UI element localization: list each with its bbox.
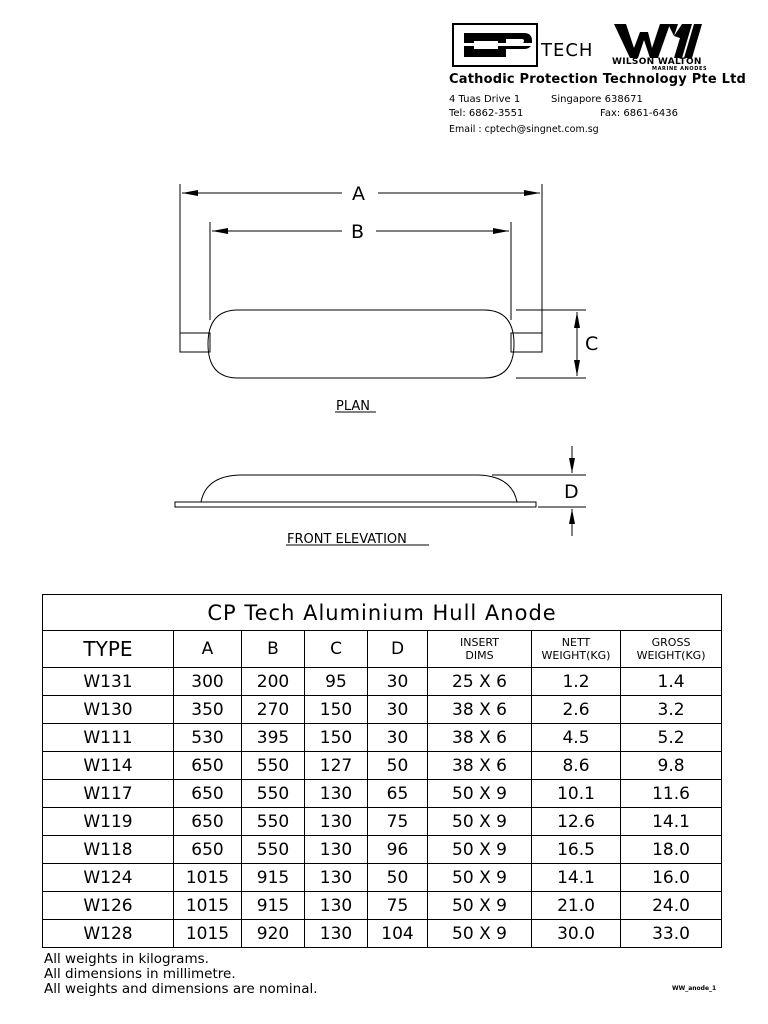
cell-a: 300	[174, 668, 242, 696]
cell-gross-weight: 5.2	[621, 724, 722, 752]
cell-gross-weight: 9.8	[621, 752, 722, 780]
plan-insert-left	[180, 333, 210, 352]
cell-insert-dims: 50 X 9	[428, 920, 532, 948]
cell-b: 550	[242, 808, 305, 836]
cell-d: 50	[368, 752, 428, 780]
cell-insert-dims: 38 X 6	[428, 752, 532, 780]
table-row	[43, 808, 722, 836]
cell-c: 130	[305, 864, 368, 892]
table-row	[43, 696, 722, 724]
marine-anodes-subtitle: MARINE ANODES	[652, 66, 708, 72]
cell-a: 350	[174, 696, 242, 724]
cell-gross-weight: 1.4	[621, 668, 722, 696]
email: Email : cptech@singnet.com.sg	[449, 124, 599, 135]
dim-d-arrow-top	[569, 458, 575, 473]
table-title-row	[43, 595, 722, 631]
table-row	[43, 892, 722, 920]
cell-b: 915	[242, 892, 305, 920]
header-a: A	[174, 631, 242, 668]
cell-nett-weight: 30.0	[532, 920, 621, 948]
cell-a: 650	[174, 752, 242, 780]
dim-b-arrow-left	[212, 228, 228, 234]
table-row	[43, 780, 722, 808]
header-type: TYPE	[43, 631, 174, 668]
cell-a: 650	[174, 808, 242, 836]
header-gross-line1: GROSS	[651, 636, 691, 649]
plan-anode-body	[208, 310, 514, 378]
header-insert-dims	[428, 631, 532, 668]
cell-a: 1015	[174, 920, 242, 948]
table-row	[43, 864, 722, 892]
cell-insert-dims: 38 X 6	[428, 696, 532, 724]
cell-c: 95	[305, 668, 368, 696]
cell-insert-dims: 25 X 6	[428, 668, 532, 696]
cell-c: 130	[305, 892, 368, 920]
anode-spec-table-wrap	[42, 594, 721, 944]
cell-gross-weight: 18.0	[621, 836, 722, 864]
cell-b: 550	[242, 780, 305, 808]
cell-nett-weight: 1.2	[532, 668, 621, 696]
cell-insert-dims: 50 X 9	[428, 808, 532, 836]
anode-spec-table	[42, 594, 722, 948]
cell-type: W124	[43, 864, 174, 892]
header-c: C	[305, 631, 368, 668]
dim-d-label: D	[564, 481, 579, 503]
cell-insert-dims: 38 X 6	[428, 724, 532, 752]
front-anode-profile	[201, 475, 517, 502]
cell-b: 395	[242, 724, 305, 752]
cell-gross-weight: 33.0	[621, 920, 722, 948]
cell-d: 75	[368, 808, 428, 836]
country-line: Singapore 638671	[551, 94, 643, 105]
dim-c-arrow-bottom	[574, 360, 580, 376]
cell-nett-weight: 16.5	[532, 836, 621, 864]
header-insert-line2: DIMS	[465, 649, 494, 662]
cell-gross-weight: 24.0	[621, 892, 722, 920]
address-line: 4 Tuas Drive 1	[449, 94, 521, 105]
telephone: Tel: 6862-3551	[449, 108, 524, 119]
cell-nett-weight: 4.5	[532, 724, 621, 752]
cell-type: W130	[43, 696, 174, 724]
header-nett-weight	[532, 631, 621, 668]
plan-insert-right	[511, 333, 542, 352]
cell-d: 30	[368, 724, 428, 752]
table-row	[43, 920, 722, 948]
cell-d: 104	[368, 920, 428, 948]
table-header-row	[43, 631, 722, 668]
front-elevation-label: FRONT ELEVATION	[287, 532, 407, 547]
dim-c-arrow-top	[574, 312, 580, 328]
cell-b: 270	[242, 696, 305, 724]
cell-d: 30	[368, 696, 428, 724]
cell-b: 550	[242, 836, 305, 864]
cell-type: W118	[43, 836, 174, 864]
dim-a-label: A	[352, 183, 365, 205]
tech-wordmark: TECH	[541, 40, 594, 61]
cell-nett-weight: 2.6	[532, 696, 621, 724]
header-insert-line1: INSERT	[460, 636, 499, 649]
cell-d: 75	[368, 892, 428, 920]
header-b: B	[242, 631, 305, 668]
cell-gross-weight: 3.2	[621, 696, 722, 724]
header-gross-weight	[621, 631, 722, 668]
header-d: D	[368, 631, 428, 668]
dim-b-arrow-right	[493, 228, 509, 234]
table-row	[43, 668, 722, 696]
cell-insert-dims: 50 X 9	[428, 892, 532, 920]
cell-type: W126	[43, 892, 174, 920]
header-nett-line1: NETT	[561, 636, 591, 649]
cell-nett-weight: 8.6	[532, 752, 621, 780]
cell-b: 915	[242, 864, 305, 892]
cell-insert-dims: 50 X 9	[428, 864, 532, 892]
cell-c: 130	[305, 836, 368, 864]
cell-a: 530	[174, 724, 242, 752]
cell-c: 130	[305, 808, 368, 836]
cell-type: W131	[43, 668, 174, 696]
table-row	[43, 724, 722, 752]
company-name: Cathodic Protection Technology Pte Ltd	[449, 72, 746, 87]
cell-d: 50	[368, 864, 428, 892]
fax: Fax: 6861-6436	[600, 108, 678, 119]
cell-nett-weight: 21.0	[532, 892, 621, 920]
cell-insert-dims: 50 X 9	[428, 780, 532, 808]
cell-type: W114	[43, 752, 174, 780]
cell-nett-weight: 14.1	[532, 864, 621, 892]
cell-insert-dims: 50 X 9	[428, 836, 532, 864]
cell-gross-weight: 14.1	[621, 808, 722, 836]
note-dimensions: All dimensions in millimetre.	[44, 966, 236, 982]
plan-view-label: PLAN	[336, 399, 370, 414]
dim-a-arrow-left	[182, 190, 198, 196]
cell-gross-weight: 11.6	[621, 780, 722, 808]
cell-nett-weight: 12.6	[532, 808, 621, 836]
cell-a: 1015	[174, 864, 242, 892]
table-body	[43, 668, 722, 948]
cell-nett-weight: 10.1	[532, 780, 621, 808]
note-weights: All weights in kilograms.	[44, 951, 209, 967]
dim-c-label: C	[585, 333, 599, 355]
cell-c: 130	[305, 780, 368, 808]
cell-a: 650	[174, 836, 242, 864]
table-row	[43, 752, 722, 780]
cell-a: 1015	[174, 892, 242, 920]
wilson-walton-name: WILSON WALTON	[612, 57, 702, 67]
cell-b: 550	[242, 752, 305, 780]
cell-b: 200	[242, 668, 305, 696]
table-title: CP Tech Aluminium Hull Anode	[43, 595, 722, 631]
cell-c: 150	[305, 696, 368, 724]
cell-gross-weight: 16.0	[621, 864, 722, 892]
note-nominal: All weights and dimensions are nominal.	[44, 981, 318, 997]
cell-d: 96	[368, 836, 428, 864]
cell-c: 130	[305, 920, 368, 948]
cell-b: 920	[242, 920, 305, 948]
cell-a: 650	[174, 780, 242, 808]
dim-a-arrow-right	[524, 190, 540, 196]
cell-d: 65	[368, 780, 428, 808]
drawing-reference: WW_anode_1	[672, 985, 717, 992]
cell-d: 30	[368, 668, 428, 696]
table-row	[43, 836, 722, 864]
front-insert-strip	[175, 502, 536, 507]
notes	[44, 952, 318, 997]
cell-type: W117	[43, 780, 174, 808]
cell-type: W128	[43, 920, 174, 948]
header-gross-line2: WEIGHT(KG)	[636, 649, 706, 662]
cell-type: W119	[43, 808, 174, 836]
cell-c: 127	[305, 752, 368, 780]
dim-d-arrow-bottom	[569, 509, 575, 524]
dim-b-label: B	[351, 221, 365, 243]
header-nett-line2: WEIGHT(KG)	[541, 649, 611, 662]
cell-type: W111	[43, 724, 174, 752]
cell-c: 150	[305, 724, 368, 752]
